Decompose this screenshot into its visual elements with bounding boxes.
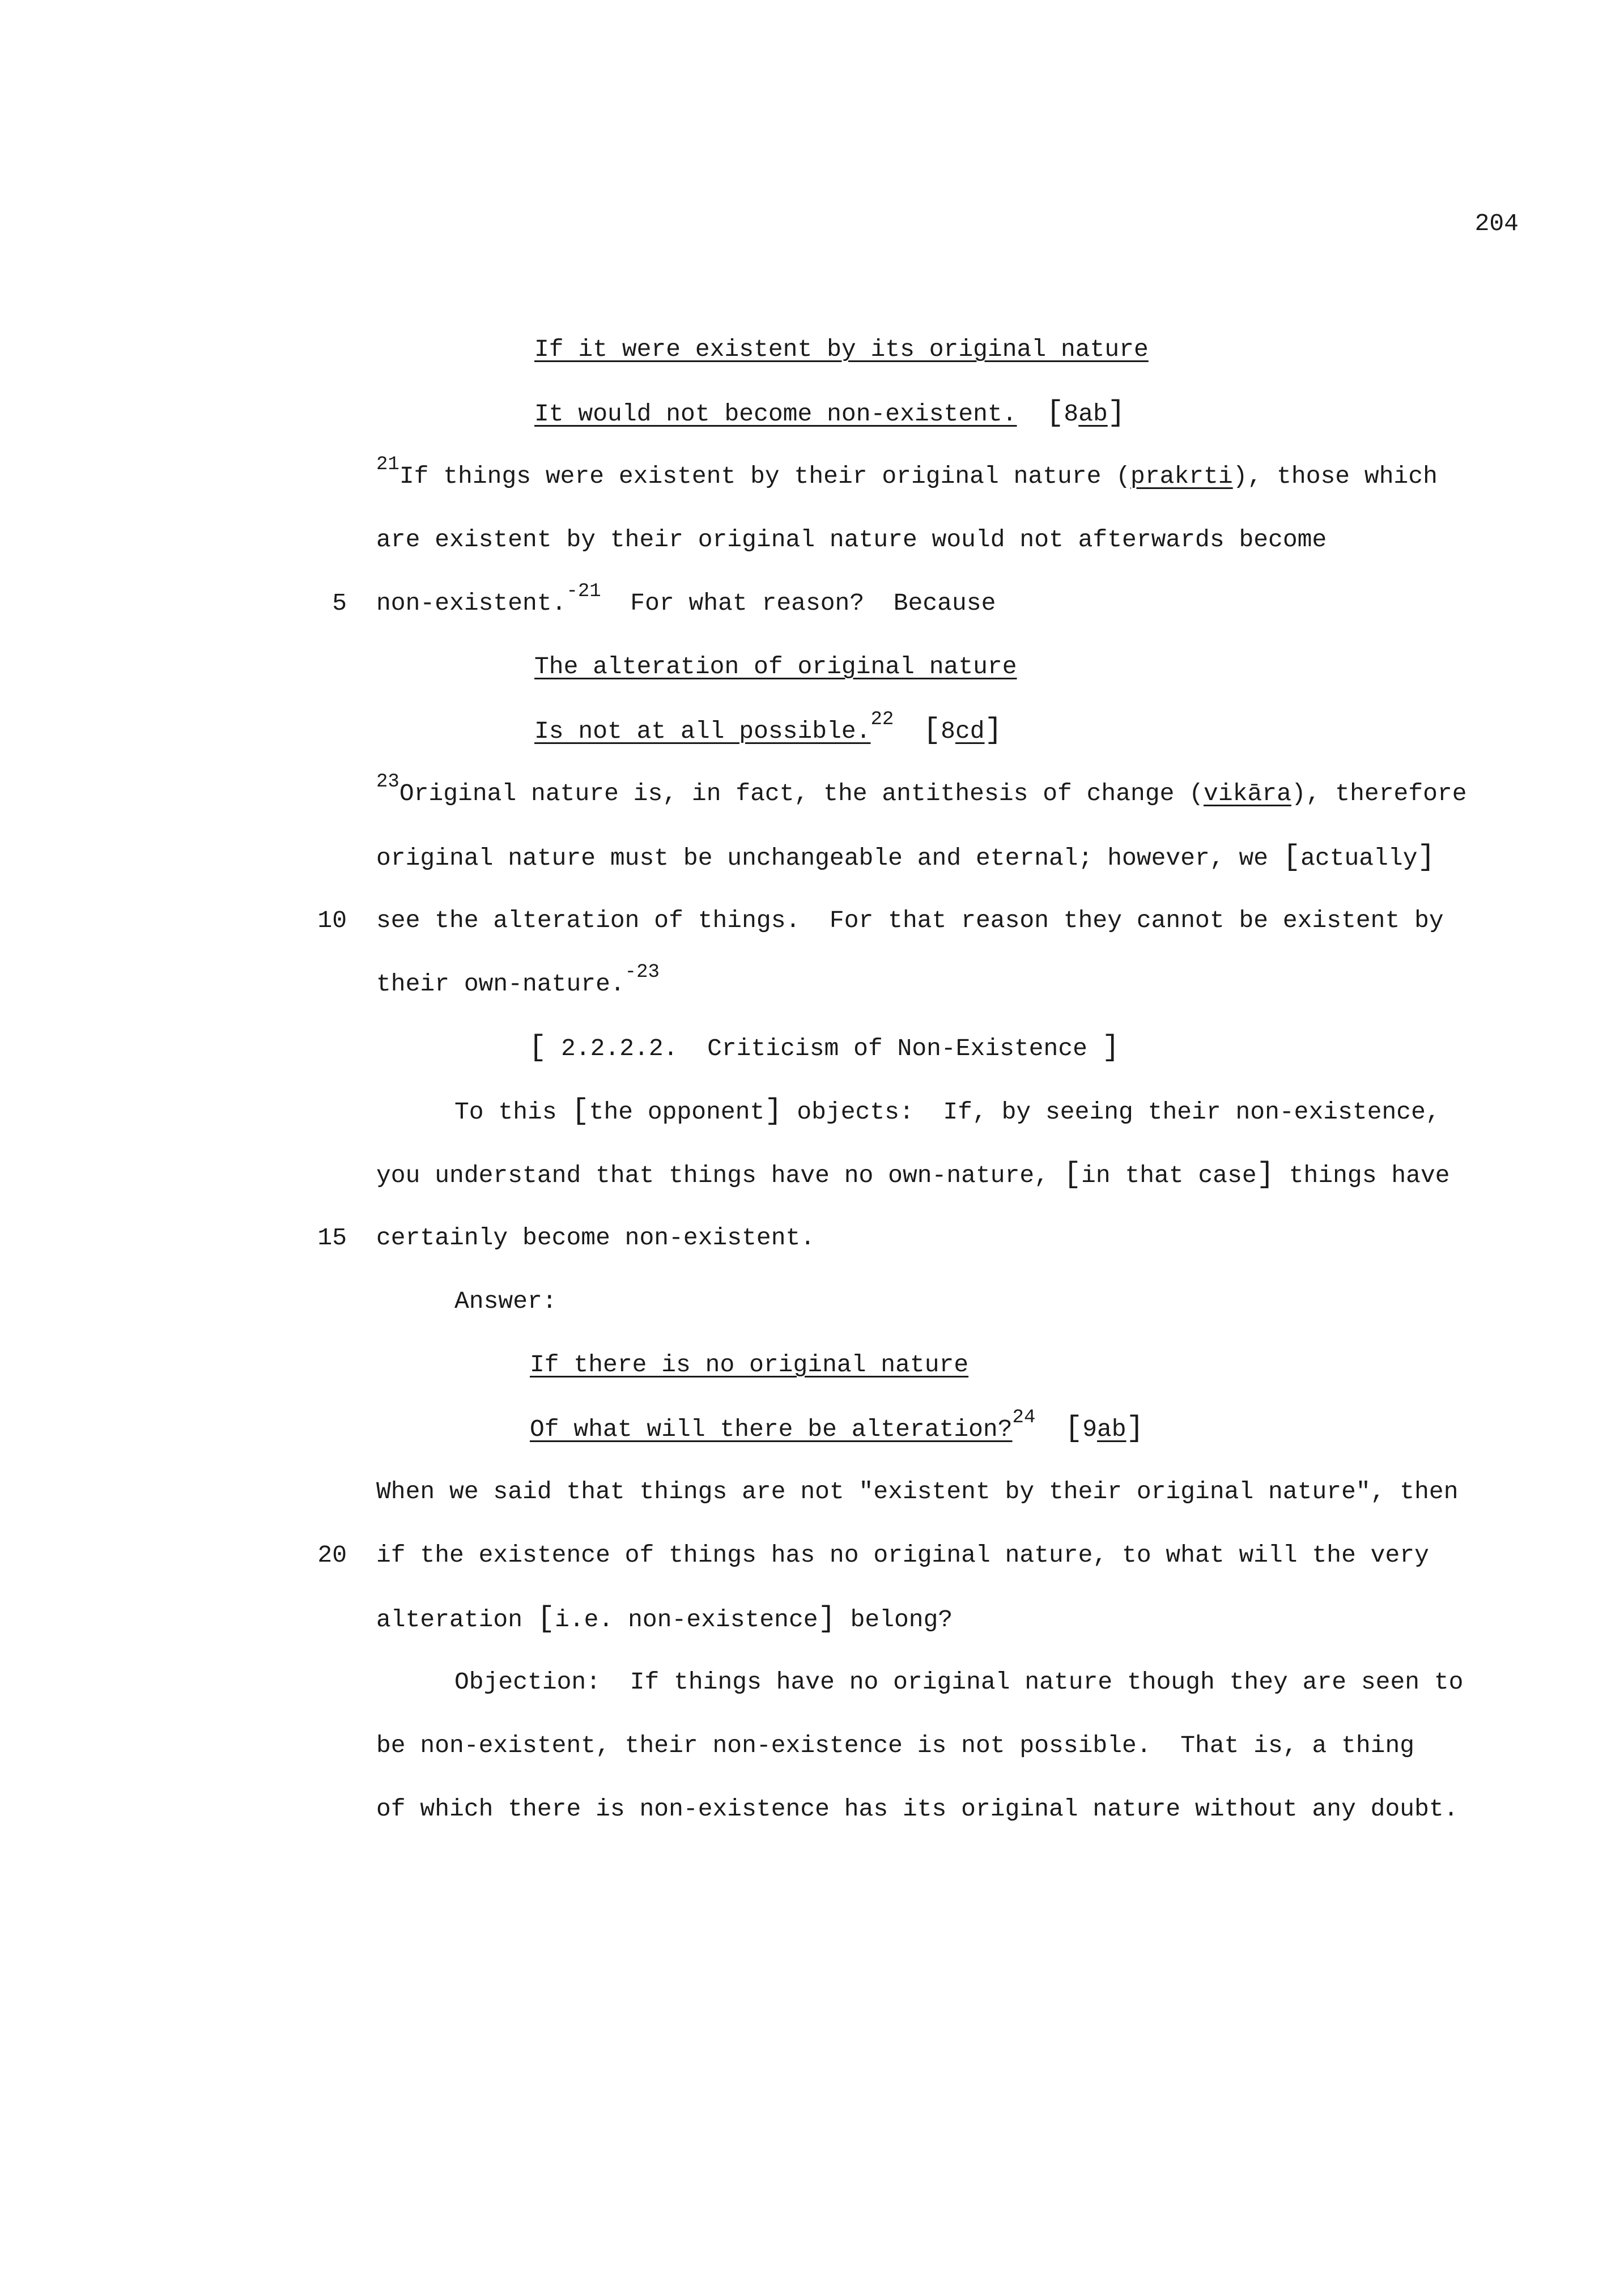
text-line	[0, 1651, 1624, 1714]
line-text	[454, 1079, 1440, 1144]
text-segment: 2.2.2.2. Criticism of Non-Existence	[546, 1035, 1102, 1062]
line-text	[376, 1778, 1459, 1841]
text-line	[0, 1714, 1624, 1778]
line-text	[376, 1206, 815, 1270]
text-segment: If things were existent by their original nature (	[399, 462, 1131, 490]
text-line	[0, 445, 1624, 508]
text-segment: ), therefore	[1291, 780, 1467, 807]
line-text	[534, 635, 1017, 699]
text-line	[0, 1079, 1624, 1143]
section-heading	[0, 1016, 1624, 1079]
text-line	[0, 889, 1624, 953]
text-segment: the opponent	[589, 1098, 765, 1126]
bracket: [	[571, 1094, 589, 1128]
text-segment: Original nature is, in fact, the antithesis of change (	[399, 780, 1204, 807]
text-segment: alteration	[376, 1606, 537, 1634]
line-text	[376, 953, 660, 1018]
bracket: [	[1064, 1411, 1083, 1445]
text-segment: things have	[1274, 1162, 1450, 1189]
text-segment	[1017, 400, 1047, 428]
footnote-marker: 22	[870, 709, 894, 730]
line-text	[376, 1587, 953, 1652]
text-line	[0, 572, 1624, 635]
bracket: ]	[1126, 1411, 1144, 1445]
underlined-text: Is not at all possible.	[534, 717, 871, 745]
line-text	[534, 381, 1125, 446]
text-segment: Objection: If things have no original nature though they are seen to	[454, 1668, 1464, 1696]
text-segment: i.e. non-existence	[555, 1606, 818, 1634]
verse-line	[0, 381, 1624, 445]
bracket: ]	[764, 1094, 783, 1128]
text-segment: To this	[454, 1098, 572, 1126]
line-text	[530, 1397, 1144, 1463]
line-text	[534, 318, 1149, 381]
bracket: ]	[1102, 1031, 1120, 1064]
text-segment	[1035, 1415, 1065, 1443]
text-segment: belong?	[835, 1606, 953, 1634]
page-number: 204	[1474, 210, 1519, 237]
text-segment: For what reason? Because	[601, 589, 996, 617]
verse-line	[0, 1397, 1624, 1460]
bracket: ]	[984, 713, 1002, 747]
text-segment: of which there is non-existence has its original nature without any doubt.	[376, 1795, 1459, 1823]
line-number: 10	[317, 907, 347, 934]
text-segment: non-existent.	[376, 589, 567, 617]
text-line	[0, 1587, 1624, 1651]
text-segment: certainly become non-existent.	[376, 1224, 815, 1252]
text-line	[0, 826, 1624, 889]
underlined-text: prakrti	[1130, 462, 1233, 490]
text-segment: be non-existent, their non-existence is not possible. That is, a thing	[376, 1732, 1415, 1759]
line-text	[376, 826, 1435, 890]
body-text	[0, 318, 1624, 1841]
underlined-text: vikāra	[1204, 780, 1291, 807]
footnote-marker: -21	[566, 581, 601, 602]
underlined-text: The alteration of original nature	[534, 653, 1017, 681]
text-line	[0, 1524, 1624, 1587]
line-number: 20	[317, 1541, 347, 1569]
underlined-text: It would not become non-existent.	[534, 400, 1017, 428]
bracket: ]	[1417, 840, 1435, 874]
text-segment: their own-nature.	[376, 970, 625, 998]
text-line	[0, 1778, 1624, 1841]
line-text	[376, 889, 1444, 953]
text-segment: are existent by their original nature would not afterwards become	[376, 526, 1327, 554]
underlined-text: ab	[1078, 400, 1108, 428]
verse-line	[0, 1333, 1624, 1397]
line-text	[376, 572, 996, 637]
text-segment: if the existence of things has no original nature, to what will the very	[376, 1541, 1429, 1569]
underlined-text: ab	[1097, 1415, 1126, 1443]
bracket: [	[1282, 840, 1301, 874]
text-segment: see the alteration of things. For that reason they cannot be existent by	[376, 907, 1444, 934]
footnote-marker: 24	[1012, 1407, 1036, 1428]
bracket: [	[1046, 396, 1064, 430]
line-text	[534, 699, 1002, 765]
bracket: [	[529, 1031, 547, 1064]
text-line	[0, 1143, 1624, 1206]
line-text	[454, 1651, 1464, 1714]
line-text	[376, 762, 1467, 827]
underlined-text: cd	[955, 717, 985, 745]
text-segment: 8	[941, 717, 955, 745]
text-segment: you understand that things have no own-nature,	[376, 1162, 1064, 1189]
underlined-text: Of what will there be alteration?	[530, 1415, 1013, 1443]
line-text	[376, 1524, 1429, 1587]
line-number: 15	[317, 1224, 347, 1252]
text-segment: 9	[1082, 1415, 1097, 1443]
verse-line	[0, 699, 1624, 762]
bracket: ]	[1107, 396, 1126, 430]
text-segment: in that case	[1081, 1162, 1257, 1189]
line-text	[376, 1460, 1459, 1524]
line-text	[376, 1714, 1414, 1778]
line-text	[376, 445, 1438, 510]
line-number: 5	[332, 589, 347, 617]
line-text	[454, 1270, 557, 1333]
text-line	[0, 1206, 1624, 1270]
text-line	[0, 1270, 1624, 1333]
text-line	[0, 1460, 1624, 1524]
underlined-text: If there is no original nature	[530, 1351, 969, 1379]
text-segment: actually	[1300, 844, 1418, 872]
text-segment: 8	[1064, 400, 1079, 428]
footnote-marker: -23	[624, 962, 660, 983]
underlined-text: If it were existent by its original nature	[534, 335, 1149, 363]
line-text	[530, 1333, 968, 1397]
footnote-marker: 23	[376, 771, 399, 793]
text-segment: ), those which	[1232, 462, 1438, 490]
text-line	[0, 508, 1624, 572]
bracket: [	[1063, 1158, 1082, 1191]
text-line	[0, 762, 1624, 826]
text-segment	[894, 717, 923, 745]
text-segment: original nature must be unchangeable and eternal; however, we	[376, 844, 1283, 872]
text-line	[0, 953, 1624, 1016]
text-segment: When we said that things are not "existent by their original nature", then	[376, 1478, 1459, 1506]
text-segment: objects: If, by seeing their non-existence,	[782, 1098, 1440, 1126]
bracket: ]	[818, 1602, 836, 1635]
line-text	[376, 1143, 1450, 1207]
text-segment: Answer:	[454, 1287, 557, 1315]
footnote-marker: 21	[376, 454, 399, 475]
line-text	[376, 508, 1327, 572]
line-text	[529, 1016, 1120, 1081]
bracket: [	[922, 713, 941, 747]
verse-line	[0, 318, 1624, 381]
bracket: [	[537, 1602, 555, 1635]
verse-line	[0, 635, 1624, 699]
bracket: ]	[1256, 1158, 1274, 1191]
